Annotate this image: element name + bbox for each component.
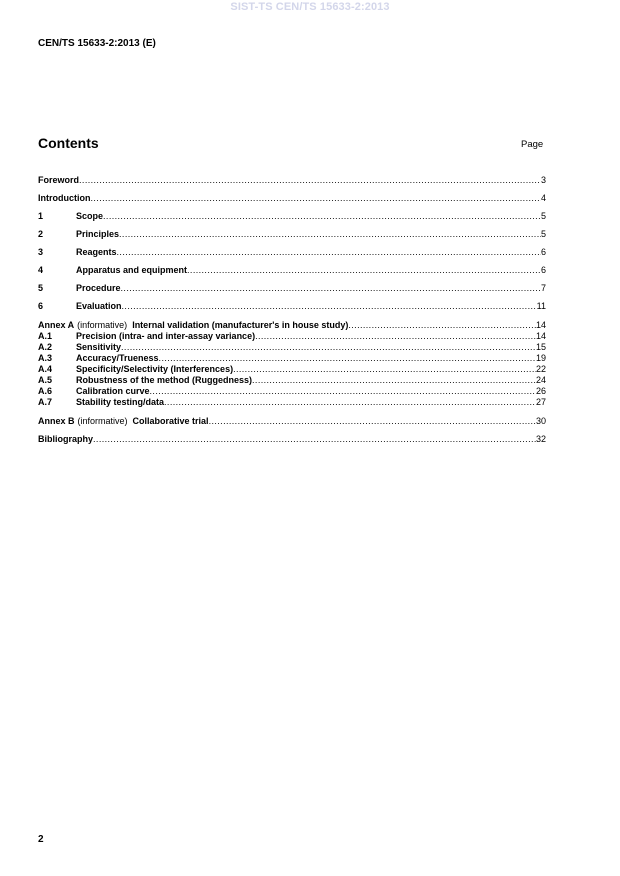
contents-title: Contents xyxy=(38,135,99,151)
dot-leader xyxy=(159,353,536,364)
document-id: CEN/TS 15633-2:2013 (E) xyxy=(38,38,156,49)
toc-entry-number: 2 xyxy=(38,229,44,239)
toc-entry-number: A.5 xyxy=(38,375,53,385)
toc-entry-page: 32 xyxy=(535,434,546,444)
toc-entry-annex-item[interactable] xyxy=(38,353,546,364)
toc-entry-page: 6 xyxy=(540,247,546,257)
dot-leader xyxy=(187,265,541,276)
toc-entry-title: Apparatus and equipment xyxy=(76,265,188,275)
toc-entry-page: 5 xyxy=(540,229,546,239)
toc-entry-number: A.3 xyxy=(38,353,53,363)
toc-entry-page: 3 xyxy=(540,175,546,185)
toc-entry-page: 30 xyxy=(535,416,546,426)
page-column-label: Page xyxy=(521,139,544,150)
toc-entry-number: 6 xyxy=(38,301,44,311)
toc-entry-title: Precision (intra- and inter-assay variance) xyxy=(76,331,256,341)
dot-leader xyxy=(233,364,536,375)
dot-leader xyxy=(93,434,536,445)
toc-entry-page: 22 xyxy=(535,364,546,374)
dot-leader xyxy=(117,247,541,258)
page-number: 2 xyxy=(38,834,44,845)
toc-entry-annex-item[interactable] xyxy=(38,397,546,408)
dot-leader xyxy=(150,386,536,397)
toc-entry-page: 15 xyxy=(535,342,546,352)
toc-entry-page: 27 xyxy=(535,397,546,407)
toc-entry-title: Scope xyxy=(76,211,104,221)
annex-status: (informative) xyxy=(77,320,128,330)
annex-status: (informative) xyxy=(77,416,128,426)
toc-entry-title: Reagents xyxy=(76,247,117,257)
dot-leader xyxy=(79,175,541,186)
toc-entry-title: Accuracy/Trueness xyxy=(76,353,159,363)
toc-entry-page: 7 xyxy=(540,283,546,293)
dot-leader xyxy=(103,211,541,222)
toc-entry-number: A.1 xyxy=(38,331,53,341)
toc-entry-annex-item[interactable] xyxy=(38,375,546,386)
toc-entry-page: 26 xyxy=(535,386,546,396)
toc-entry-title: Robustness of the method (Ruggedness) xyxy=(76,375,253,385)
toc-entry-page: 4 xyxy=(540,193,546,203)
toc-entry-page: 6 xyxy=(540,265,546,275)
toc-entry-number: A.6 xyxy=(38,386,53,396)
toc-entry-number: 3 xyxy=(38,247,44,257)
toc-entry-page: 14 xyxy=(535,331,546,341)
toc-entry-clause[interactable] xyxy=(38,301,546,312)
toc-entry-bibliography[interactable] xyxy=(38,434,546,445)
toc-entry-clause[interactable] xyxy=(38,211,546,222)
dot-leader xyxy=(121,342,536,353)
toc-entry-number: A.7 xyxy=(38,397,53,407)
annex-tag: Annex B xyxy=(38,416,75,426)
toc-entry-annex-item[interactable] xyxy=(38,331,546,342)
toc-entry-annex-item[interactable] xyxy=(38,386,546,397)
toc-entry-title: Introduction xyxy=(38,193,91,203)
toc-entry-title: Sensitivity xyxy=(76,342,122,352)
dot-leader xyxy=(348,320,536,331)
toc-entry-clause[interactable] xyxy=(38,247,546,258)
toc-entry-annex-a[interactable] xyxy=(38,320,546,331)
toc-entry-title: Procedure xyxy=(76,283,121,293)
annex-tag: Annex A xyxy=(38,320,75,330)
dot-leader xyxy=(255,331,536,342)
dot-leader xyxy=(252,375,536,386)
watermark: SIST-TS CEN/TS 15633-2:2013 xyxy=(230,1,390,13)
toc-entry-title: Stability testing/data xyxy=(76,397,165,407)
toc-entry-number: A.4 xyxy=(38,364,53,374)
toc-entry-title: Evaluation xyxy=(76,301,122,311)
toc-entry-title: Principles xyxy=(76,229,120,239)
toc-entry-title: Foreword xyxy=(38,175,80,185)
toc-entry-page: 24 xyxy=(535,375,546,385)
dot-leader xyxy=(209,416,536,427)
toc-entry-title: Collaborative trial xyxy=(132,416,209,426)
dot-leader xyxy=(122,301,537,312)
dot-leader xyxy=(164,397,536,408)
toc-entry-number: 5 xyxy=(38,283,44,293)
toc-entry-number: A.2 xyxy=(38,342,53,352)
toc-entry-title: Bibliography xyxy=(38,434,94,444)
toc-entry-title: Calibration curve xyxy=(76,386,150,396)
toc-entry-number: 1 xyxy=(38,211,44,221)
toc-entry-annex-item[interactable] xyxy=(38,342,546,353)
toc-entry-page: 11 xyxy=(536,301,546,311)
dot-leader xyxy=(119,229,541,240)
toc-entry-foreword[interactable] xyxy=(38,175,546,186)
toc-entry-clause[interactable] xyxy=(38,283,546,294)
dot-leader xyxy=(91,193,541,204)
toc-entry-annex-item[interactable] xyxy=(38,364,546,375)
toc-entry-annex-b[interactable] xyxy=(38,416,546,427)
toc-entry-page: 19 xyxy=(535,353,546,363)
toc-entry-title: Internal validation (manufacturer's in house study) xyxy=(132,320,349,330)
toc-entry-introduction[interactable] xyxy=(38,193,546,204)
toc-entry-title: Specificity/Selectivity (Interferences) xyxy=(76,364,234,374)
toc-entry-page: 14 xyxy=(535,320,546,330)
toc-entry-clause[interactable] xyxy=(38,265,546,276)
toc-entry-number: 4 xyxy=(38,265,44,275)
toc-entry-clause[interactable] xyxy=(38,229,546,240)
dot-leader xyxy=(121,283,541,294)
toc-entry-page: 5 xyxy=(540,211,546,221)
